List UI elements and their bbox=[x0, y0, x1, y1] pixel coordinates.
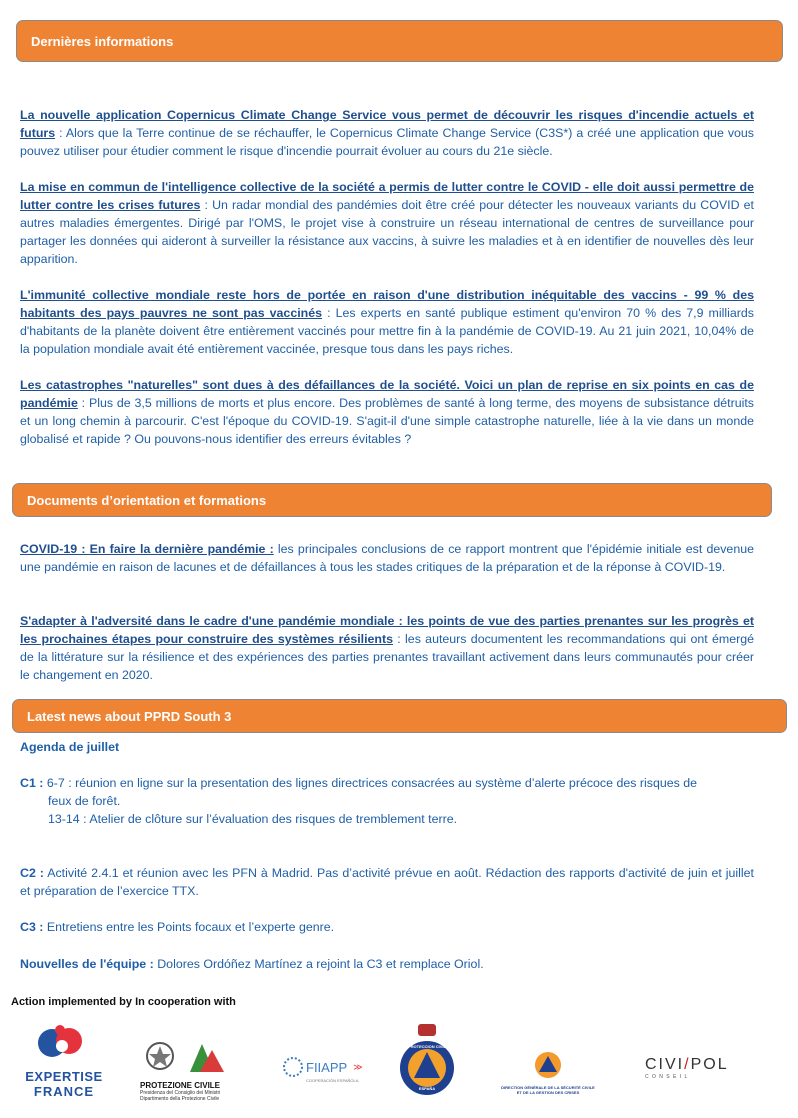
agenda-c1-line3 bbox=[48, 810, 457, 828]
civipol-right: POL bbox=[690, 1056, 729, 1073]
guidance-item-1 bbox=[20, 540, 754, 576]
news-text: : Les experts en santé publique estiment qu'environ 70 % des 7,9 milliards d'habitants de la planète doivent être entièrement vaccinés pour mettre fin à la pandémie de COVID-19. Au 21 juin 2021, 10,04% de la population mondiale avait été entièrement vaccinée, presque tous dans les pays riches. bbox=[20, 306, 754, 356]
agenda-c1-line2 bbox=[48, 792, 120, 810]
proteccion-civil-logo bbox=[398, 1022, 456, 1102]
dgscgc-line1: DIRECTION GÉNÉRALE DE LA SÉCURITÉ CIVILE bbox=[501, 1085, 595, 1090]
protezione-emblem-icon bbox=[140, 1036, 236, 1076]
fiiapp-name: FIIAPP bbox=[306, 1059, 348, 1075]
footer-label: Action implemented by In cooperation with bbox=[11, 996, 236, 1008]
guidance-link[interactable]: COVID-19 : En faire la dernière pandémie : bbox=[20, 542, 274, 556]
c1-label: C1 : bbox=[20, 776, 44, 790]
proteccion-ring-text: PROTECCION CIVIL bbox=[407, 1044, 446, 1049]
dgscgc-line2: ET DE LA GESTION DES CRISES bbox=[516, 1090, 580, 1095]
news-link[interactable]: L'immunité collective mondiale reste hors de portée en raison d'une distribution inéquitable des vaccins - 99 % des habitants des pays pauvres ne sont pas vaccinés bbox=[20, 288, 754, 320]
news-text: : Plus de 3,5 millions de morts et plus encore. Des problèmes de santé à long terme, des moyens de subsistance détruits et un long chemin à parcourir. C'est l'époque du COVID-19. S'agit-il d'une simple catastrophe naturelle, liée à la vie dans un monde globalisé et rapide ? Ou pouvons-nous identifier des erreurs évitables ? bbox=[20, 396, 754, 446]
news-text: : Alors que la Terre continue de se réchauffer, le Copernicus Climate Change Service (C3S*) a créé une application que vous pouvez utiliser pour étudier comment le risque d'incendie pourrait évoluer au cours du 21e siècle. bbox=[20, 126, 754, 158]
expertise-france-icon bbox=[24, 1022, 104, 1064]
agenda-title-text: Agenda de juillet bbox=[20, 740, 120, 754]
protezione-title: PROTEZIONE CIVILE bbox=[140, 1081, 221, 1090]
section-title: Documents d’orientation et formations bbox=[27, 492, 267, 508]
civipol-left: CIVI bbox=[645, 1056, 685, 1073]
expertise-france-logo bbox=[24, 1022, 104, 1102]
c3-label: C3 : bbox=[20, 920, 44, 934]
agenda-c1-line1 bbox=[20, 774, 760, 792]
news-link[interactable]: Les catastrophes "naturelles" sont dues à des défaillances de la société. Voici un plan de reprise en six points en cas de pandémie bbox=[20, 378, 754, 410]
news-item-4 bbox=[20, 376, 754, 448]
guidance-link[interactable]: S'adapter à l'adversité dans le cadre d'une pandémie mondiale : les points de vue des parties prenantes sur les progrès et les prochaines étapes pour construire des systèmes résilients bbox=[20, 614, 754, 646]
expertise-line2: FRANCE bbox=[33, 1084, 95, 1099]
agenda-c3 bbox=[20, 918, 334, 936]
dgscgc-triangle-icon bbox=[533, 1050, 563, 1080]
guidance-text: les principales conclusions de ce rapport montrent que l'épidémie initiale est devenue une pandémie en raison de lacunes et de défaillances à tous les stades critiques de la préparation et de la réponse à COVID-19. bbox=[20, 542, 754, 574]
fiiapp-sub: COOPERACIÓN ESPAÑOLA bbox=[306, 1078, 359, 1083]
team-text: Dolores Ordóñez Martínez a rejoint la C3 et remplace Oriol. bbox=[153, 957, 484, 971]
fiiapp-globe-icon bbox=[282, 1056, 304, 1078]
section-title: Latest news about PPRD South 3 bbox=[27, 708, 232, 724]
civipol-slash-icon: / bbox=[684, 1056, 691, 1073]
fiiapp-flag-icon: ≫ bbox=[353, 1061, 363, 1072]
news-item-3 bbox=[20, 286, 754, 358]
protezione-sub2: Dipartimento della Protezione Civile bbox=[140, 1096, 220, 1102]
section-banner-guidance bbox=[12, 483, 772, 517]
news-item-1 bbox=[20, 106, 754, 160]
news-link[interactable]: La mise en commun de l'intelligence collective de la société a permis de lutter contre le COVID - elle doit aussi permettre de lutter contre les crises futures bbox=[20, 180, 754, 212]
guidance-item-2 bbox=[20, 612, 754, 684]
team-news bbox=[20, 955, 484, 973]
protezione-civile-logo bbox=[140, 1036, 236, 1104]
dgscgc-logo bbox=[496, 1050, 600, 1100]
c2-label: C2 : bbox=[20, 866, 44, 880]
section-banner-pprd bbox=[12, 699, 787, 733]
c2-text: Activité 2.4.1 et réunion avec les PFN à Madrid. Pas d’activité prévue en août. Rédaction des rapports d'activité de juin et juillet et préparation de l’exercice TTX. bbox=[20, 866, 754, 898]
agenda-c2 bbox=[20, 864, 754, 900]
expertise-line1: EXPERTISE bbox=[25, 1069, 103, 1084]
agenda-title bbox=[20, 738, 119, 756]
section-banner-latest-info bbox=[16, 20, 783, 62]
c3-text: Entretiens entre les Points focaux et l’experte genre. bbox=[43, 920, 335, 934]
c1-text-cont: feux de forêt. bbox=[48, 794, 121, 808]
c1-text: 6-7 : réunion en ligne sur la presentation des lignes directrices consacrées au système d’alerte précoce des risques de bbox=[43, 776, 698, 790]
proteccion-bottom-text: ESPAÑA bbox=[418, 1086, 436, 1091]
civipol-logo bbox=[645, 1056, 735, 1090]
protezione-sub1: Presidenza del Consiglio dei Ministri bbox=[140, 1090, 221, 1096]
c1-text-2: 13-14 : Atelier de clôture sur l’évaluation des risques de tremblement terre. bbox=[48, 812, 458, 826]
guidance-text: : les auteurs documentent les recommandations qui ont émergé de la littérature sur la résilience et des expériences des parties prenantes travaillant activement dans leurs communautés pour créer le changement en 2020. bbox=[20, 632, 754, 682]
civipol-sub: C O N S E I L bbox=[645, 1074, 689, 1080]
news-link[interactable]: La nouvelle application Copernicus Climate Change Service vous permet de découvrir les risques d'incendie actuels et futurs bbox=[20, 108, 754, 140]
news-item-2 bbox=[20, 178, 754, 268]
section-title: Dernières informations bbox=[31, 33, 174, 49]
news-text: : Un radar mondial des pandémies doit être créé pour détecter les nouveaux variants du COVID et autres maladies émergentes. Dirigé par l'OMS, le projet vise à construire un réseau international de centres de surveillance pour partager les données qui aideront à surveiller la résistance aux vaccins, à suivre les maladies et à en identifier de nouvelles dès leur apparition. bbox=[20, 198, 754, 266]
fiiapp-logo bbox=[282, 1056, 378, 1088]
team-label: Nouvelles de l'équipe : bbox=[20, 957, 154, 971]
